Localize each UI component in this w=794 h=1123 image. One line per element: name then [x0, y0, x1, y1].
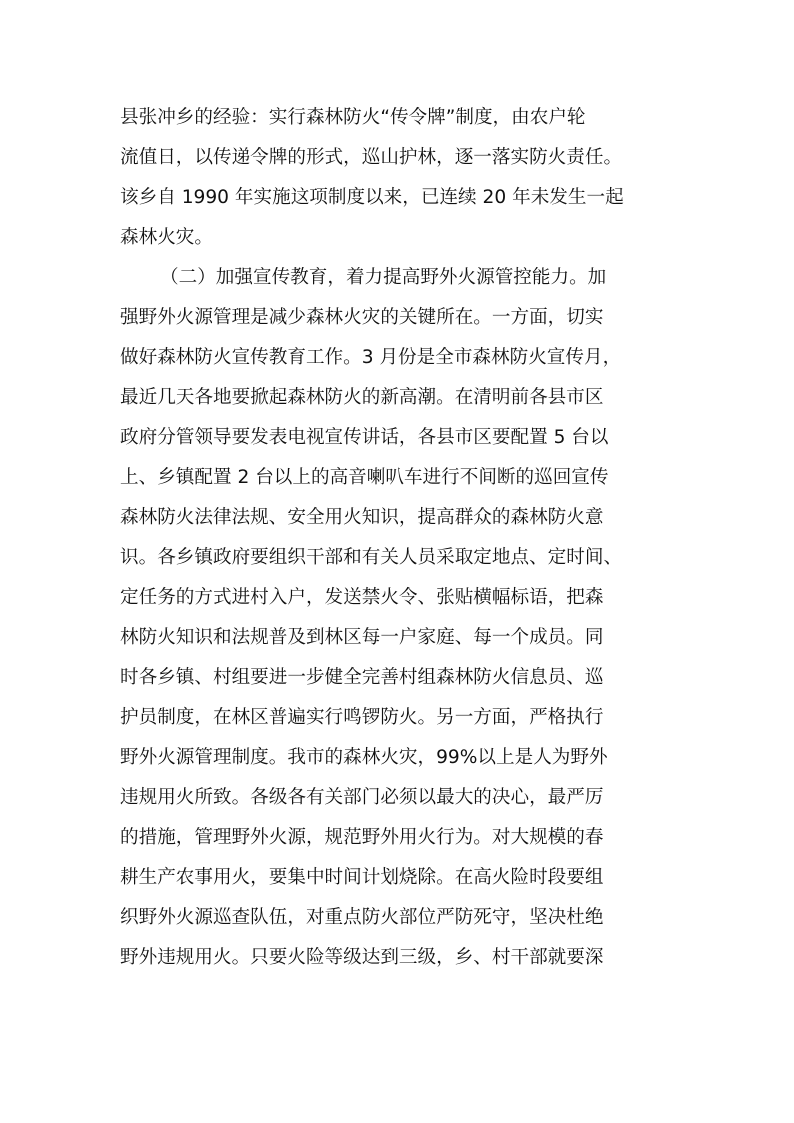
text-line: 县张冲乡的经验：实行森林防火“传令牌”制度，由农户轮 — [120, 107, 586, 128]
text-line: 上、乡镇配置 2 台以上的高音喇叭车进行不间断的巡回宣传 — [120, 467, 609, 488]
text-line: 最近几天各地要掀起森林防火的新高潮。在清明前各县市区 — [120, 387, 604, 408]
section-heading-line: （二）加强宣传教育，着力提高野外火源管控能力。加 — [160, 267, 607, 288]
text-line: 的措施，管理野外火源，规范野外用火行为。对大规模的春 — [120, 827, 604, 848]
text-line: 护员制度，在林区普遍实行鸣锣防火。另一方面，严格执行 — [120, 707, 604, 728]
text-line: 做好森林防火宣传教育工作。3 月份是全市森林防火宣传月， — [120, 347, 622, 368]
text-line: 野外火源管理制度。我市的森林火灾，99%以上是人为野外 — [120, 747, 608, 768]
text-line: 识。各乡镇政府要组织干部和有关人员采取定地点、定时间、 — [120, 547, 623, 568]
text-line: 政府分管领导要发表电视宣传讲话，各县市区要配置 5 台以 — [120, 427, 609, 448]
text-line: 耕生产农事用火，要集中时间计划烧除。在高火险时段要组 — [120, 867, 604, 888]
text-line: 该乡自 1990 年实施这项制度以来，已连续 20 年未发生一起 — [120, 187, 624, 208]
text-line: 定任务的方式进村入户，发送禁火令、张贴横幅标语，把森 — [120, 587, 604, 608]
text-line: 林防火知识和法规普及到林区每一户家庭、每一个成员。同 — [120, 627, 604, 648]
text-line: 森林火灾。 — [120, 227, 213, 248]
body-text — [120, 98, 680, 978]
text-line: 织野外火源巡查队伍，对重点防火部位严防死守，坚决杜绝 — [120, 907, 604, 928]
text-line: 流值日，以传递令牌的形式，巡山护林，逐一落实防火责任。 — [120, 147, 623, 168]
text-line: 野外违规用火。只要火险等级达到三级，乡、村干部就要深 — [120, 947, 604, 968]
text-line: 森林防火法律法规、安全用火知识，提高群众的森林防火意 — [120, 507, 604, 528]
text-line: 强野外火源管理是减少森林火灾的关键所在。一方面，切实 — [120, 307, 604, 328]
text-line: 违规用火所致。各级各有关部门必须以最大的决心，最严厉 — [120, 787, 604, 808]
text-line: 时各乡镇、村组要进一步健全完善村组森林防火信息员、巡 — [120, 667, 604, 688]
